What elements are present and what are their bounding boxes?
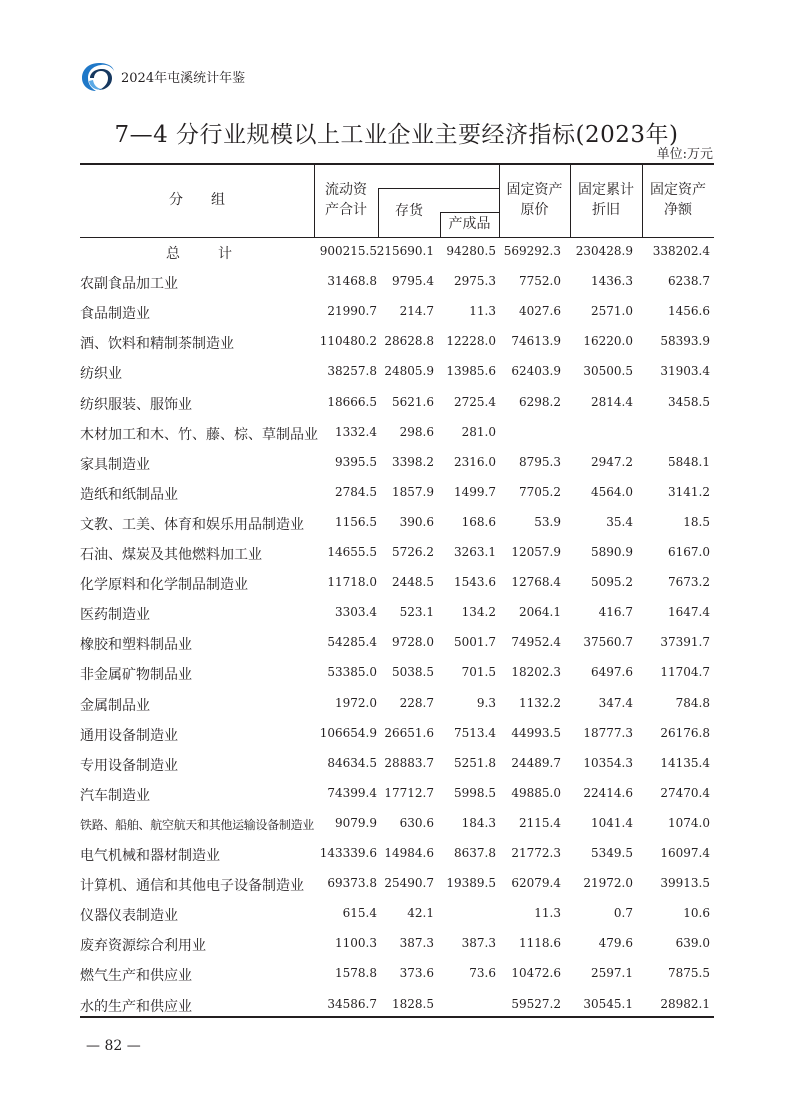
cell-value: 28982.1 (660, 996, 710, 1011)
cell-value: 14655.5 (327, 545, 377, 559)
column-header-accumulated-depreciation: 固定累计 折旧 (578, 182, 634, 218)
cell-value: 2975.3 (454, 274, 496, 289)
cell-value: 7752.0 (519, 274, 561, 289)
cell-value: 387.3 (461, 936, 496, 951)
row-label: 计算机、通信和其他电子设备制造业 (80, 878, 304, 895)
table-row (80, 390, 714, 420)
cell-value: 1074.0 (668, 815, 710, 830)
table-row (80, 931, 714, 961)
row-label: 医药制造业 (80, 607, 150, 624)
cell-value: 28628.8 (384, 334, 434, 349)
cell-value: 49885.0 (511, 785, 561, 800)
cell-value: 16097.4 (660, 846, 710, 860)
cell-value: 2597.1 (591, 966, 633, 981)
table-row (80, 961, 714, 991)
cell-value: 26176.8 (660, 725, 710, 740)
cell-value: 1041.4 (591, 815, 633, 830)
column-header-fixed-assets-net: 固定资产 净额 (650, 182, 706, 218)
table-row (80, 570, 714, 600)
cell-value: 11704.7 (660, 665, 710, 680)
cell-value: 74952.4 (511, 635, 561, 650)
cell-value: 7705.2 (519, 484, 561, 499)
cell-value: 10472.6 (511, 966, 561, 981)
cell-value: 1499.7 (454, 484, 496, 499)
row-label: 化学原料和化学制品制造业 (80, 577, 248, 594)
cell-value: 3458.5 (668, 394, 710, 409)
column-header-current-assets: 流动资 产合计 (325, 182, 367, 218)
unit-label: 单位:万元 (656, 147, 713, 162)
cell-value: 134.2 (461, 605, 496, 620)
cell-value: 416.7 (598, 605, 633, 620)
cell-value: 24489.7 (511, 755, 561, 770)
cell-value: 22414.6 (583, 785, 633, 800)
table-row (80, 450, 714, 480)
cell-value: 5038.5 (392, 665, 434, 680)
table-row (80, 871, 714, 901)
cell-value: 214.7 (399, 304, 434, 319)
cell-value: 11718.0 (327, 575, 377, 590)
column-header-group: 分 组 (169, 192, 225, 208)
row-label: 农副食品加工业 (80, 276, 178, 293)
cell-value: 44993.5 (511, 725, 561, 740)
cell-value: 19389.5 (446, 876, 496, 891)
cell-value: 12228.0 (446, 334, 496, 349)
cell-value: 10354.3 (583, 755, 633, 770)
cell-value: 7673.2 (668, 575, 710, 590)
cell-value: 37391.7 (660, 635, 710, 650)
cell-value: 3303.4 (335, 605, 377, 620)
cell-value: 8795.3 (519, 454, 561, 469)
cell-value: 39913.5 (660, 876, 710, 891)
cell-value: 21990.7 (327, 304, 377, 319)
cell-value: 38257.8 (327, 364, 377, 379)
cell-value: 54285.4 (327, 635, 377, 650)
table-row (80, 841, 714, 871)
row-label: 金属制品业 (80, 697, 150, 714)
table-row (80, 420, 714, 450)
cell-value: 9.3 (476, 695, 496, 710)
cell-value: 10.6 (683, 906, 710, 921)
cell-value: 701.5 (461, 665, 496, 680)
cell-value: 42.1 (407, 906, 434, 921)
cell-value: 615.4 (342, 906, 377, 921)
cell-value: 34586.7 (327, 996, 377, 1011)
cell-value: 2784.5 (335, 484, 377, 499)
cell-value: 31468.8 (327, 274, 377, 289)
cell-value: 18777.3 (583, 725, 633, 740)
cell-value: 347.4 (598, 695, 633, 710)
page-number: — 82 — (86, 1038, 141, 1054)
header-divider (378, 188, 499, 189)
table-row (80, 359, 714, 389)
cell-value: 69373.8 (327, 876, 377, 891)
cell-value: 53.9 (534, 514, 561, 529)
cell-value: 62079.4 (511, 876, 561, 891)
table-row (80, 660, 714, 690)
cell-value: 7513.4 (454, 725, 496, 740)
cell-value: 6298.2 (519, 394, 561, 409)
row-label: 仪器仪表制造业 (80, 908, 178, 925)
cell-value: 228.7 (399, 695, 434, 710)
row-label: 纺织业 (80, 366, 122, 383)
cell-value: 0.7 (613, 906, 633, 921)
cell-value: 14984.6 (384, 846, 434, 860)
table-row (80, 329, 714, 359)
cell-value: 37560.7 (583, 635, 633, 650)
cell-value: 26651.6 (384, 725, 434, 740)
row-label: 造纸和纸制品业 (80, 486, 178, 503)
table-row (80, 691, 714, 721)
cell-value: 1972.0 (335, 695, 377, 710)
row-label: 酒、饮料和精制茶制造业 (80, 336, 234, 353)
cell-value: 1100.3 (335, 936, 377, 951)
cell-value: 569292.3 (503, 244, 561, 258)
cell-value: 5726.2 (392, 545, 434, 559)
row-label: 通用设备制造业 (80, 727, 178, 744)
cell-value: 373.6 (399, 966, 434, 981)
row-label: 橡胶和塑料制品业 (80, 637, 192, 654)
cell-value: 6167.0 (668, 545, 710, 559)
cell-value: 4564.0 (591, 484, 633, 499)
table-row (80, 510, 714, 540)
cell-value: 639.0 (675, 936, 710, 951)
cell-value: 1132.2 (519, 695, 561, 710)
row-label: 纺织服装、服饰业 (80, 396, 192, 413)
cell-value: 84634.5 (327, 755, 377, 770)
column-header-inventory: 存货 (395, 203, 423, 219)
cell-value: 59527.2 (511, 996, 561, 1011)
cell-value: 2814.4 (591, 394, 633, 409)
cell-value: 390.6 (399, 514, 434, 529)
table-row (80, 992, 714, 1022)
cell-value: 9395.5 (335, 454, 377, 469)
table-row (80, 540, 714, 570)
row-label: 铁路、船舶、航空航天和其他运输设备制造业 (80, 817, 315, 832)
cell-value: 106654.9 (319, 725, 377, 740)
cell-value: 298.6 (399, 424, 434, 439)
cell-value: 6238.7 (668, 274, 710, 289)
table-row (80, 299, 714, 329)
row-label: 食品制造业 (80, 306, 150, 323)
cell-value: 168.6 (461, 514, 496, 529)
cell-value: 62403.9 (511, 364, 561, 379)
cell-value: 143339.6 (319, 846, 377, 860)
cell-value: 31903.4 (660, 364, 710, 379)
cell-value: 281.0 (461, 424, 496, 439)
cell-value: 630.6 (399, 815, 434, 830)
table-row (80, 630, 714, 660)
cell-value: 2064.1 (519, 605, 561, 620)
cell-value: 3141.2 (668, 484, 710, 499)
cell-value: 9079.9 (335, 815, 377, 830)
table-top-rule (80, 163, 714, 165)
cell-value: 16220.0 (583, 334, 633, 349)
cell-value: 21772.3 (511, 846, 561, 860)
cell-value: 5251.8 (454, 755, 496, 770)
cell-value: 58393.9 (660, 334, 710, 349)
cell-value: 1857.9 (392, 484, 434, 499)
cell-value: 338202.4 (652, 244, 710, 258)
row-label: 燃气生产和供应业 (80, 968, 192, 985)
table-row (80, 721, 714, 751)
row-label: 总计 (166, 246, 270, 262)
cell-value: 5349.5 (591, 846, 633, 860)
table-header-rule (80, 237, 714, 238)
cell-value: 73.6 (469, 966, 496, 981)
cell-value: 784.8 (675, 695, 710, 710)
table-row (80, 600, 714, 630)
cell-value: 9795.4 (392, 274, 434, 289)
row-label: 电气机械和器材制造业 (80, 848, 220, 864)
cell-value: 17712.7 (384, 785, 434, 800)
cell-value: 1647.4 (668, 605, 710, 620)
table-row (80, 781, 714, 811)
cell-value: 1156.5 (335, 514, 377, 529)
cell-value: 2571.0 (591, 304, 633, 319)
cell-value: 11.3 (469, 304, 496, 319)
cell-value: 1332.4 (335, 424, 377, 439)
cell-value: 30500.5 (583, 364, 633, 379)
table-row (80, 901, 714, 931)
cell-value: 30545.1 (583, 996, 633, 1011)
cell-value: 4027.6 (519, 304, 561, 319)
cell-value: 12057.9 (511, 545, 561, 559)
cell-value: 74399.4 (327, 785, 377, 800)
row-label: 汽车制造业 (80, 787, 150, 804)
cell-value: 3398.2 (392, 454, 434, 469)
cell-value: 12768.4 (511, 575, 561, 590)
cell-value: 53385.0 (327, 665, 377, 680)
yearbook-logo-icon (80, 60, 118, 94)
row-label: 家具制造业 (80, 456, 150, 473)
cell-value: 387.3 (399, 936, 434, 951)
cell-value: 230428.9 (575, 244, 633, 258)
cell-value: 1118.6 (519, 936, 561, 951)
cell-value: 215690.1 (376, 244, 434, 258)
cell-value: 1456.6 (668, 304, 710, 319)
cell-value: 14135.4 (660, 755, 710, 770)
cell-value: 25490.7 (384, 876, 434, 891)
cell-value: 11.3 (534, 906, 561, 921)
cell-value: 900215.5 (319, 244, 377, 258)
cell-value: 28883.7 (384, 755, 434, 770)
cell-value: 184.3 (461, 815, 496, 830)
cell-value: 2947.2 (591, 454, 633, 469)
page-title: 7—4 分行业规模以上工业企业主要经济指标(2023年) (114, 122, 679, 148)
yearbook-title: 2024年屯溪统计年鉴 (121, 71, 246, 86)
cell-value: 2448.5 (392, 575, 434, 590)
cell-value: 13985.6 (446, 364, 496, 379)
cell-value: 18666.5 (327, 394, 377, 409)
row-label: 木材加工和木、竹、藤、棕、草制品业 (80, 426, 318, 443)
cell-value: 94280.5 (446, 244, 496, 258)
cell-value: 35.4 (606, 514, 633, 529)
column-header-finished-goods: 产成品 (448, 216, 491, 232)
cell-value: 1828.5 (392, 996, 434, 1011)
row-label: 非金属矿物制品业 (80, 667, 192, 684)
cell-value: 5890.9 (591, 545, 633, 559)
cell-value: 3263.1 (454, 545, 496, 559)
cell-value: 1436.3 (591, 274, 633, 289)
cell-value: 18202.3 (511, 665, 561, 680)
cell-value: 110480.2 (319, 334, 377, 349)
cell-value: 18.5 (683, 514, 710, 529)
cell-value: 2115.4 (519, 815, 561, 830)
row-label: 废弃资源综合利用业 (80, 938, 206, 955)
cell-value: 479.6 (598, 936, 633, 951)
cell-value: 74613.9 (511, 334, 561, 349)
cell-value: 5848.1 (668, 454, 710, 469)
cell-value: 8637.8 (454, 846, 496, 860)
cell-value: 1543.6 (454, 575, 496, 590)
table-row (80, 811, 714, 841)
cell-value: 2316.0 (454, 454, 496, 469)
row-label: 专用设备制造业 (80, 757, 178, 774)
cell-value: 21972.0 (583, 876, 633, 891)
row-label: 石油、煤炭及其他燃料加工业 (80, 547, 262, 563)
cell-value: 523.1 (399, 605, 434, 620)
cell-value: 2725.4 (454, 394, 496, 409)
row-label: 水的生产和供应业 (80, 998, 192, 1015)
cell-value: 24805.9 (384, 364, 434, 379)
table-row (80, 480, 714, 510)
table-row (80, 751, 714, 781)
table-row (80, 269, 714, 299)
column-header-fixed-assets-original: 固定资产 原价 (506, 182, 563, 218)
cell-value: 9728.0 (392, 635, 434, 650)
cell-value: 27470.4 (660, 785, 710, 800)
cell-value: 5621.6 (392, 394, 434, 409)
cell-value: 7875.5 (668, 966, 710, 981)
cell-value: 6497.6 (591, 665, 633, 680)
cell-value: 5001.7 (454, 635, 496, 650)
row-label: 文教、工美、体育和娱乐用品制造业 (80, 516, 304, 533)
header-divider (440, 212, 499, 213)
table-row-total (80, 239, 714, 269)
cell-value: 1578.8 (335, 966, 377, 981)
cell-value: 5998.5 (454, 785, 496, 800)
cell-value: 5095.2 (591, 575, 633, 590)
